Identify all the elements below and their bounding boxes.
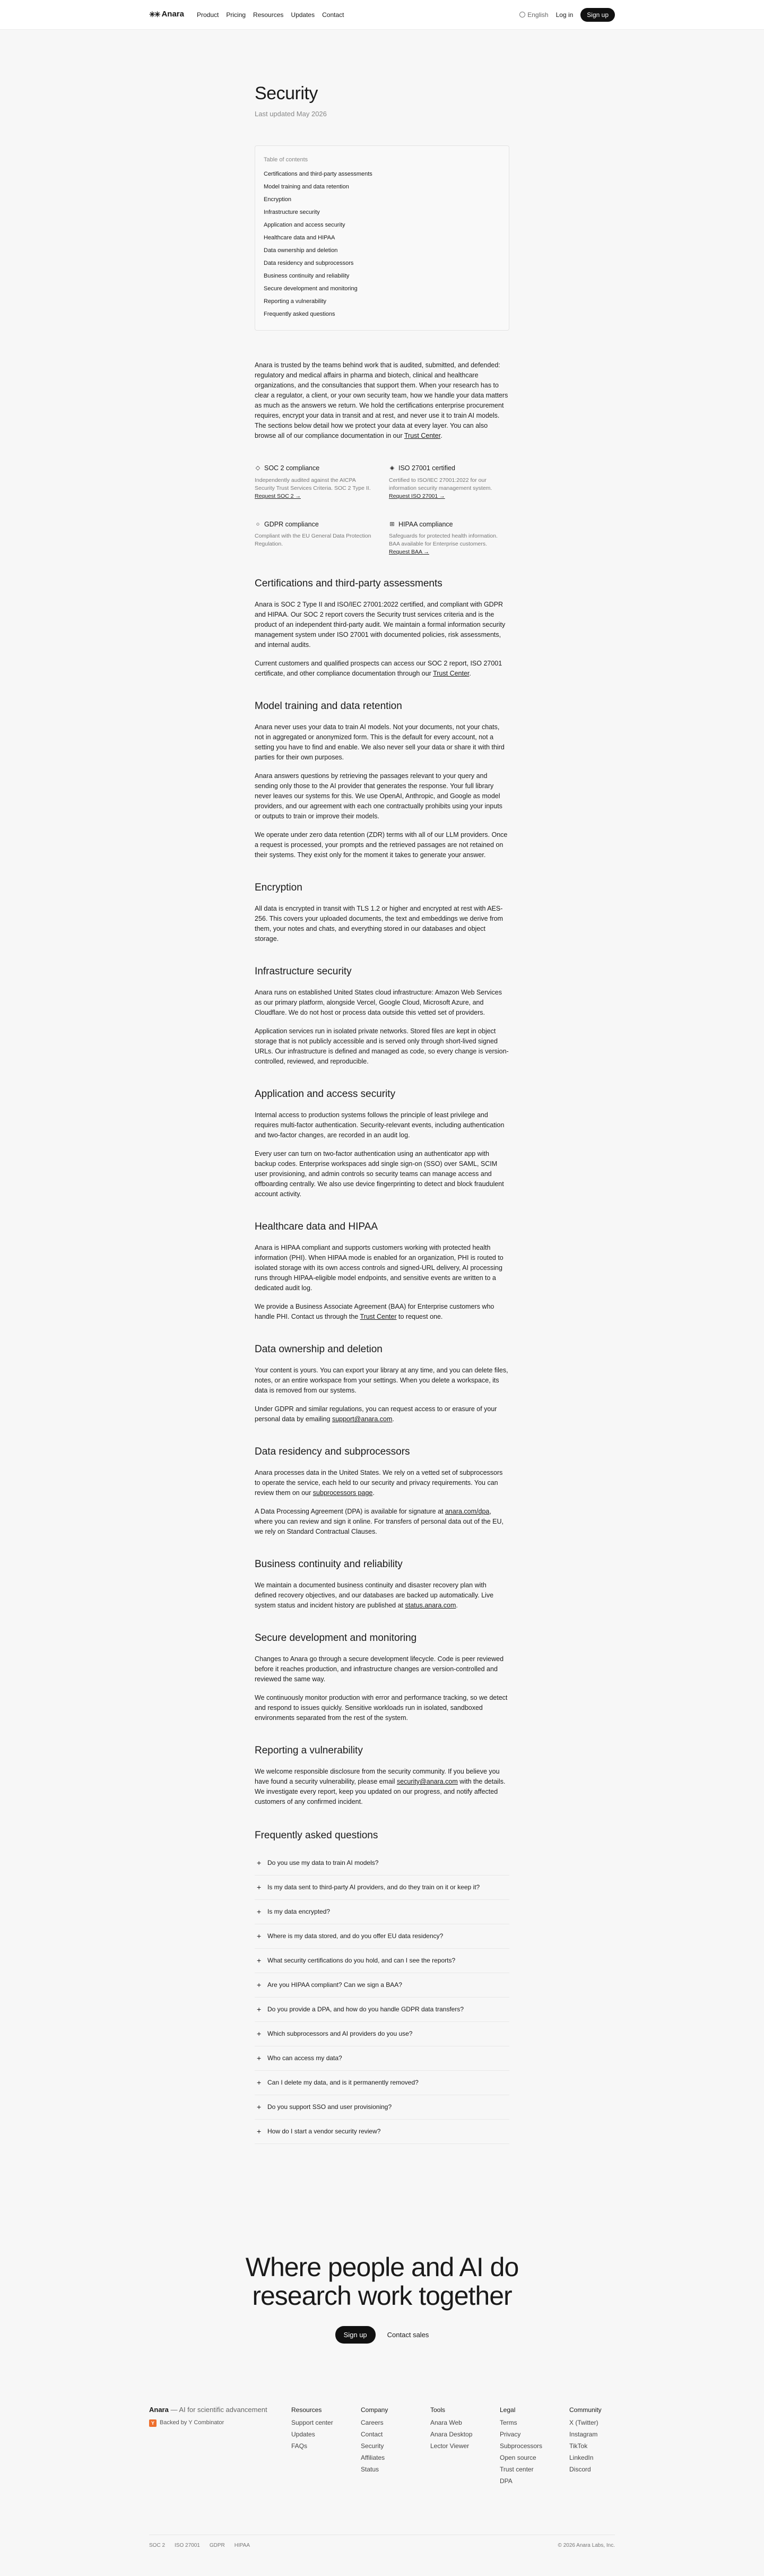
nav-resources[interactable]: Resources <box>253 11 284 19</box>
table-of-contents <box>255 145 509 331</box>
toc-item-continuity[interactable]: Business continuity and reliability <box>264 272 350 279</box>
signup-button[interactable]: Sign up <box>580 8 615 22</box>
faq-item[interactable] <box>255 1851 509 1875</box>
paragraph-end: . <box>456 1602 458 1610</box>
nav-updates[interactable]: Updates <box>291 11 315 19</box>
footer-col-legal <box>500 2405 545 2487</box>
cta-signup-button[interactable]: Sign up <box>335 2326 376 2344</box>
main-nav <box>197 10 344 20</box>
footer-link[interactable]: Anara Desktop <box>430 2431 473 2439</box>
plus-icon: + <box>257 1931 262 1940</box>
logo[interactable] <box>149 8 184 21</box>
plus-icon: + <box>257 2102 262 2111</box>
faq-question: Who can access my data? <box>267 2054 342 2062</box>
faq-item[interactable] <box>255 1998 509 2022</box>
card-gdpr <box>255 520 375 557</box>
request-soc2-link[interactable]: Request SOC 2 → <box>255 492 301 499</box>
section-paragraph <box>255 1767 509 1807</box>
contact-sales-button[interactable]: Contact sales <box>387 2330 429 2339</box>
paragraph-text: Anara processes data in the United States. We rely on a vetted set of subprocessors to operate the service, each held to our security and privacy requirements. You can review them on our <box>255 1469 503 1497</box>
faq-item[interactable] <box>255 2120 509 2144</box>
plus-icon: + <box>257 1858 262 1867</box>
nav-pricing[interactable]: Pricing <box>226 11 246 19</box>
section-paragraph: We operate under zero data retention (ZDR) terms with all of our LLM providers. Once a request is processed, your prompts and the retrieved passages are not retained on their systems. They exist only for the moment it takes to generate your answer. <box>255 831 508 859</box>
footer-link[interactable]: X (Twitter) <box>569 2419 598 2427</box>
faq-heading: Frequently asked questions <box>255 1830 378 1842</box>
footer-link[interactable]: Anara Web <box>430 2419 462 2427</box>
faq-question: Can I delete my data, and is it permanently removed? <box>267 2079 419 2087</box>
section-paragraph: We continuously monitor production with error and performance tracking, so we detect and respond to issues quickly. Sensitive workloads run in isolated, sandboxed environments separated from the rest of the system. <box>255 1694 508 1722</box>
faq-item[interactable] <box>255 1924 509 1949</box>
section-heading: Application and access security <box>255 1088 396 1100</box>
request-baa-link[interactable]: Request BAA → <box>389 549 429 556</box>
faq-item[interactable] <box>255 1949 509 1973</box>
footer-bottom <box>149 2535 615 2576</box>
intro-text: Anara is trusted by the teams behind work that is audited, submitted, and defended: regulatory and medical affairs in pharma and biotech, clinical and healthcare organizations, and the consultancies that support them. When your research has to clear a regulator, a client, or your own security team, how we handle your data matters as much as the answers we return. We hold the certifications enterprise procurement requires, encrypt your data in transit and at rest, and never use it to train AI models. The sections below detail how we protect your data at every layer. You can also browse all of our compliance documentation in our <box>255 361 508 439</box>
footer-brand <box>149 2405 291 2487</box>
shield-icon: ◇ <box>255 464 261 471</box>
footer-link[interactable]: Subprocessors <box>500 2442 543 2450</box>
card-gdpr-head <box>255 520 375 530</box>
plus-icon: + <box>257 2053 262 2062</box>
plus-icon: + <box>257 2004 262 2013</box>
section-paragraph: Anara is SOC 2 Type II and ISO/IEC 27001:2022 certified, and compliant with GDPR and HIPAA. Our SOC 2 report covers the Security trust services criteria and is the product of an independent third-party audit. We maintain a formal information security management system under ISO 27001 with documented policies, risk assessments, and internal audits. <box>255 601 506 649</box>
ycombinator-icon: Y <box>149 2419 157 2427</box>
footer-link[interactable]: Contact <box>361 2431 383 2439</box>
faq-item[interactable] <box>255 1973 509 1998</box>
section-hipaa <box>255 1221 509 1322</box>
faq-item[interactable] <box>255 2071 509 2095</box>
medical-icon: ⊞ <box>389 521 395 528</box>
plus-icon: + <box>257 2029 262 2038</box>
card-soc2-title: SOC 2 compliance <box>264 464 320 472</box>
footer-link[interactable]: LinkedIn <box>569 2454 594 2462</box>
footer-col-community <box>569 2405 615 2487</box>
section-paragraph <box>255 659 509 679</box>
section-continuity <box>255 1558 509 1611</box>
section-heading: Data ownership and deletion <box>255 1344 383 1355</box>
plus-icon: + <box>257 1956 262 1965</box>
paragraph-text: We provide a Business Associate Agreement (BAA) for Enterprise customers who handle PHI. Contact us through the <box>255 1303 494 1321</box>
footer-link[interactable]: Terms <box>500 2419 517 2427</box>
toc-item-encryption[interactable]: Encryption <box>264 196 291 203</box>
card-soc2-desc-text: Independently audited against the AICPA Security Trust Services Criteria. SOC 2 Type II. <box>255 477 371 491</box>
plus-icon: + <box>257 2127 262 2136</box>
footer-link[interactable]: Careers <box>361 2419 384 2427</box>
faq-item[interactable] <box>255 2022 509 2046</box>
section-heading: Business continuity and reliability <box>255 1559 403 1570</box>
section-paragraph: Your content is yours. You can export your library at any time, and you can delete files, notes, or an entire workspace from your settings. When you delete a workspace, its data is removed from our systems. <box>255 1367 508 1395</box>
faq-question: Are you HIPAA compliant? Can we sign a BAA? <box>267 1981 402 1989</box>
compliance-cards <box>255 463 509 557</box>
section-heading: Healthcare data and HIPAA <box>255 1221 378 1233</box>
paragraph-end: with the details. We investigate every report, keep you updated on our progress, and notify affected customers of any confirmed incident. <box>255 1778 506 1806</box>
section-paragraph: All data is encrypted in transit with TLS 1.2 or higher and encrypted at rest with AES-256. This covers your uploaded documents, the text and embeddings we derive from them, your notes and chats, and everything stored in our databases and object storage. <box>255 905 503 943</box>
section-paragraph <box>255 1507 509 1537</box>
trust-center-link[interactable]: Trust Center <box>433 670 470 678</box>
footer-top <box>149 2405 615 2487</box>
footer-link[interactable]: Security <box>361 2442 384 2450</box>
faq-item[interactable] <box>255 1900 509 1924</box>
faq-question: How do I start a vendor security review? <box>267 2128 381 2136</box>
card-soc2-desc <box>255 477 375 500</box>
globe-icon <box>519 12 525 18</box>
faq-question: Is my data sent to third-party AI providers, and do they train on it or keep it? <box>267 1883 480 1891</box>
request-iso-link[interactable]: Request ISO 27001 → <box>389 492 445 499</box>
paragraph-end: to request one. <box>396 1313 443 1321</box>
footer-link[interactable]: Privacy <box>500 2431 521 2439</box>
card-iso-desc <box>389 477 509 500</box>
certificate-icon: ◈ <box>389 464 395 471</box>
footer-col-title: Company <box>361 2406 388 2414</box>
page-title: Security <box>255 83 318 103</box>
section-heading: Encryption <box>255 882 302 894</box>
faq-question: Is my data encrypted? <box>267 1908 331 1916</box>
faq-question: Do you provide a DPA, and how do you handle GDPR data transfers? <box>267 2006 464 2013</box>
section-ownership <box>255 1343 509 1424</box>
plus-icon: + <box>257 1907 262 1916</box>
card-gdpr-desc: Compliant with the EU General Data Protection Regulation. <box>255 533 371 548</box>
yc-text: Backed by Y Combinator <box>160 2419 224 2426</box>
trust-center-link[interactable]: Trust Center <box>404 431 441 439</box>
footer-link[interactable]: Trust center <box>500 2466 534 2474</box>
paragraph-text: We maintain a documented business continuity and disaster recovery plan with defined recovery objectives, and our databases are backed up automatically. Live system status and incident history are published at <box>255 1581 494 1610</box>
section-access <box>255 1088 509 1199</box>
section-heading: Infrastructure security <box>255 966 352 978</box>
toc-item-residency[interactable]: Data residency and subprocessors <box>264 260 354 266</box>
cta-heading: Where people and AI do research work together <box>245 2252 519 2311</box>
dpa-link[interactable]: anara.com/dpa <box>445 1508 490 1516</box>
section-paragraph: Anara runs on established United States cloud infrastructure: Amazon Web Services as our primary platform, alongside Vercel, Google Cloud, Microsoft Azure, and Cloudflare. We do not host or process data outside this vetted set of providers. <box>255 989 502 1017</box>
footer-col-company <box>361 2405 406 2487</box>
section-heading: Secure development and monitoring <box>255 1632 417 1644</box>
language-label: English <box>527 11 549 19</box>
footer-link[interactable]: FAQs <box>291 2442 308 2450</box>
paragraph-end: . <box>469 670 471 678</box>
card-iso-desc-text: Certified to ISO/IEC 27001:2022 for our information security management system. <box>389 477 492 491</box>
section-paragraph <box>255 1404 509 1424</box>
section-residency <box>255 1446 509 1537</box>
badge-gdpr: GDPR <box>209 2543 225 2549</box>
card-hipaa-desc-text: Safeguards for protected health information. BAA available for Enterprise customers. <box>389 533 498 548</box>
support-email-link[interactable]: support@anara.com <box>332 1415 393 1423</box>
badge-soc2: SOC 2 <box>149 2543 166 2549</box>
paragraph-end: , where you can review and sign it online. For transfers of personal data out of the EU, we rely on Standard Contractual Clauses. <box>255 1508 504 1536</box>
security-article <box>255 30 509 2144</box>
section-paragraph: Anara never uses your data to train AI models. Not your documents, not your chats, not in aggregated or anonymized form. This is the default for every account, not a setting you have to find and enable. We also never sell your data or share it with third parties for their own purposes. <box>255 723 505 762</box>
top-navbar <box>0 0 764 30</box>
intro-end: . <box>440 431 442 439</box>
card-soc2-head <box>255 463 375 473</box>
footer-brand-name: Anara <box>149 2406 169 2414</box>
faq-question: Do you use my data to train AI models? <box>267 1859 379 1867</box>
footer-link[interactable]: Open source <box>500 2454 536 2462</box>
copyright: © 2026 Anara Labs, Inc. <box>558 2543 615 2549</box>
footer-link[interactable]: Discord <box>569 2466 591 2474</box>
toc-item-infrastructure[interactable]: Infrastructure security <box>264 209 320 215</box>
card-gdpr-title: GDPR compliance <box>264 520 319 528</box>
faq-question: Which subprocessors and AI providers do you use? <box>267 2030 413 2038</box>
paragraph-text: We welcome responsible disclosure from the security community. If you believe you have found a security vulnerability, please email <box>255 1768 500 1786</box>
card-hipaa <box>389 520 509 557</box>
last-updated: Last updated May 2026 <box>255 109 327 118</box>
faq-question: Do you support SSO and user provisioning? <box>267 2103 392 2111</box>
faq-question: Where is my data stored, and do you offer EU data residency? <box>267 1932 444 1940</box>
footer-link[interactable]: Instagram <box>569 2431 598 2439</box>
section-paragraph <box>255 1580 509 1611</box>
section-paragraph: Every user can turn on two-factor authentication using an authenticator app with backup codes. Enterprise workspaces add single sign-on (SSO) over SAML, SCIM user provisioning, and admin controls so security teams can manage access and offboarding centrally. We also use device fingerprinting to detect and block fraudulent account activity. <box>255 1150 504 1198</box>
toc-item-ownership[interactable]: Data ownership and deletion <box>264 247 338 254</box>
section-heading: Certifications and third-party assessments <box>255 578 442 590</box>
section-paragraph <box>255 1468 509 1498</box>
footer-col-title: Tools <box>430 2406 446 2414</box>
paragraph-text: Current customers and qualified prospects can access our SOC 2 report, ISO 27001 certificate, and other compliance documentation through our <box>255 660 502 678</box>
navbar-right <box>519 8 615 22</box>
faq-section <box>255 1828 509 2144</box>
footer-link[interactable]: DPA <box>500 2477 513 2485</box>
paragraph-end: . <box>372 1489 375 1497</box>
section-paragraph <box>255 1302 509 1322</box>
cta-buttons <box>0 2326 764 2344</box>
card-iso27001 <box>389 463 509 500</box>
card-hipaa-head <box>389 520 509 530</box>
compliance-badges <box>149 2542 250 2549</box>
nav-contact[interactable]: Contact <box>322 11 344 19</box>
plus-icon: + <box>257 1980 262 1989</box>
footer-link[interactable]: Support center <box>291 2419 333 2427</box>
toc-item-hipaa[interactable]: Healthcare data and HIPAA <box>264 234 335 241</box>
login-link[interactable]: Log in <box>555 11 574 19</box>
logo-mark-icon: ✳✳ <box>149 10 160 19</box>
footer <box>0 2405 764 2576</box>
cta-section <box>0 2253 764 2344</box>
badge-iso27001: ISO 27001 <box>175 2543 200 2549</box>
toc-item-faq[interactable]: Frequently asked questions <box>264 310 335 317</box>
footer-columns <box>291 2405 615 2487</box>
card-hipaa-desc <box>389 532 509 556</box>
footer-col-title: Legal <box>500 2406 516 2414</box>
footer-link[interactable]: Lector Viewer <box>430 2442 470 2450</box>
section-infrastructure <box>255 965 509 1067</box>
toc-title: Table of contents <box>264 157 308 163</box>
toc-item-model-training[interactable]: Model training and data retention <box>264 183 349 190</box>
toc-item-access[interactable]: Application and access security <box>264 221 345 228</box>
section-paragraph: Internal access to production systems follows the principle of least privilege and requires multi-factor authentication. Security-relevant events, including authentication and two-factor changes, are recorded in an audit log. <box>255 1111 505 1139</box>
section-heading: Data residency and subprocessors <box>255 1446 410 1458</box>
section-heading: Model training and data retention <box>255 701 402 712</box>
footer-brand-line <box>149 2405 291 2414</box>
faq-item[interactable] <box>255 2046 509 2071</box>
nav-product[interactable]: Product <box>197 11 219 19</box>
section-secure-development <box>255 1632 509 1723</box>
section-paragraph: Anara is HIPAA compliant and supports customers working with protected health information (PHI). When HIPAA mode is enabled for an organization, PHI is routed to isolated storage with its own access controls and signed-URL delivery, AI processing runs through HIPAA-eligible model endpoints, and sensitive events are written to a dedicated audit log. <box>255 1244 503 1292</box>
status-link[interactable]: status.anara.com <box>405 1602 456 1610</box>
yc-backing <box>149 2418 291 2427</box>
paragraph-end: . <box>392 1415 394 1423</box>
subprocessors-link[interactable]: subprocessors page <box>312 1489 373 1497</box>
intro-paragraph <box>255 360 509 441</box>
plus-icon: + <box>257 2078 262 2087</box>
faq-item[interactable] <box>255 1875 509 1900</box>
faq-item[interactable] <box>255 2095 509 2120</box>
card-soc2 <box>255 463 375 500</box>
plus-icon: + <box>257 1882 262 1891</box>
footer-link[interactable]: Updates <box>291 2431 315 2439</box>
section-paragraph: Anara answers questions by retrieving the passages relevant to your query and sending only those to the AI provider that generates the response. Your full library never leaves our systems for this. We use OpenAI, Anthropic, and Google as model providers, and our agreement with each one contractually prohibits using your inputs or outputs to train or improve their models. <box>255 772 502 820</box>
footer-link[interactable]: Affiliates <box>361 2454 385 2462</box>
card-hipaa-title: HIPAA compliance <box>398 520 453 528</box>
card-iso-head <box>389 463 509 473</box>
footer-col-resources <box>291 2405 337 2487</box>
paragraph-text: A Data Processing Agreement (DPA) is available for signature at <box>255 1508 444 1516</box>
footer-col-tools <box>430 2405 476 2487</box>
toc-item-certifications[interactable]: Certifications and third-party assessments <box>264 170 372 177</box>
language-selector[interactable] <box>519 10 548 20</box>
faq-question: What security certifications do you hold, and can I see the reports? <box>267 1957 456 1965</box>
section-paragraph: Application services run in isolated private networks. Stored files are kept in object storage that is not publicly accessible and is served only through short-lived signed URLs. Our infrastructure is defined and managed as code, so every change is version-controlled, reviewed, and reproducible. <box>255 1027 509 1066</box>
navbar-left <box>149 8 344 21</box>
section-vulnerability <box>255 1744 509 1807</box>
section-heading: Reporting a vulnerability <box>255 1745 363 1757</box>
section-paragraph: Changes to Anara go through a secure development lifecycle. Code is peer reviewed before it reaches production, and infrastructure changes are version-controlled and reviewed the same way. <box>255 1655 504 1683</box>
toc-item-secure-development[interactable]: Secure development and monitoring <box>264 285 358 292</box>
trust-center-link[interactable]: Trust Center <box>360 1313 397 1321</box>
section-encryption <box>255 881 509 944</box>
card-iso-title: ISO 27001 certified <box>398 464 456 472</box>
toc-item-vulnerability[interactable]: Reporting a vulnerability <box>264 298 327 305</box>
badge-hipaa: HIPAA <box>234 2543 250 2549</box>
footer-link[interactable]: TikTok <box>569 2442 588 2450</box>
footer-col-title: Resources <box>291 2406 322 2414</box>
footer-col-title: Community <box>569 2406 602 2414</box>
footer-tagline: — AI for scientific advancement <box>168 2406 267 2414</box>
logo-text: Anara <box>161 10 184 19</box>
globe-icon: ○ <box>256 521 260 528</box>
paragraph-text: Under GDPR and similar regulations, you can request access to or erasure of your personal data by emailing <box>255 1405 497 1423</box>
section-model-training <box>255 700 509 860</box>
footer-link[interactable]: Status <box>361 2466 379 2474</box>
section-certifications <box>255 577 509 679</box>
security-email-link[interactable]: security@anara.com <box>396 1778 458 1786</box>
